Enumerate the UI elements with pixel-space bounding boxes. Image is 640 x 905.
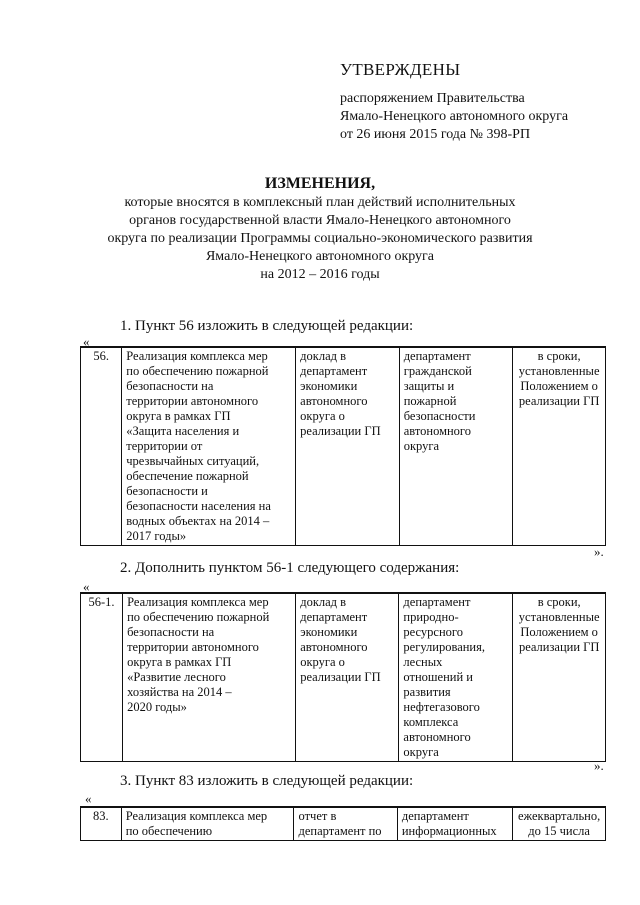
cell-line: Положением о — [520, 625, 598, 639]
cell-line: безопасности на — [127, 625, 215, 639]
close-quote: ». — [594, 544, 604, 559]
cell-line: экономики — [300, 379, 358, 393]
table-row — [81, 593, 606, 762]
document-subtitle — [0, 194, 640, 284]
measure-cell — [123, 593, 296, 762]
cell-line: округа — [403, 745, 439, 759]
cell-line: гражданской — [403, 364, 472, 378]
open-quote: « — [83, 579, 90, 594]
cell-line: округа в рамках ГП — [126, 409, 231, 423]
cell-line: «Защита населения и — [126, 424, 240, 438]
cell-line: ресурсного — [403, 625, 463, 639]
cell-line: по обеспечению пожарной — [127, 610, 270, 624]
cell-line: департамент по — [298, 824, 382, 838]
cell-line: доклад в — [300, 349, 347, 363]
cell-line: в сроки, — [537, 595, 581, 609]
row-number: 56. — [81, 347, 122, 546]
cell-line: автономного — [403, 730, 471, 744]
cell-line: пожарной — [403, 394, 457, 408]
report-cell — [296, 347, 400, 546]
cell-line: лесных — [403, 655, 443, 669]
open-quote: « — [83, 334, 90, 349]
cell-line: обеспечение пожарной — [126, 469, 249, 483]
cell-line: регулирования, — [403, 640, 485, 654]
plan-table — [80, 346, 606, 546]
report-cell — [294, 807, 397, 841]
cell-line: 2020 годы» — [127, 700, 187, 714]
open-quote: « — [85, 791, 92, 806]
cell-line: экономики — [300, 625, 358, 639]
cell-line: департамент — [300, 364, 368, 378]
cell-line: безопасности на — [126, 379, 214, 393]
report-cell — [296, 593, 399, 762]
subtitle-line: округа по реализации Программы социально-экономического развития — [107, 231, 533, 246]
cell-line: ежеквартально, — [517, 809, 601, 823]
cell-line: «Развитие лесного — [127, 670, 226, 684]
measure-cell — [122, 347, 296, 546]
cell-line: защиты и — [403, 379, 455, 393]
cell-line: департамент — [403, 349, 471, 363]
cell-line: реализации ГП — [300, 424, 381, 438]
approved-heading: УТВЕРЖДЕНЫ — [340, 60, 461, 79]
row-number: 83. — [81, 807, 122, 841]
subtitle-line: Ямало-Ненецкого автономного округа — [205, 249, 435, 264]
section-heading: 3. Пункт 83 изложить в следующей редакции: — [120, 773, 414, 789]
row-number: 56-1. — [81, 593, 123, 762]
cell-line: по обеспечению — [125, 824, 213, 838]
cell-line: Реализация комплекса мер — [125, 809, 268, 823]
cell-line: до 15 числа — [528, 824, 590, 838]
subtitle-line: на 2012 – 2016 годы — [260, 267, 380, 282]
cell-line: Реализация комплекса мер — [126, 349, 268, 363]
approval-line: Ямало-Ненецкого автономного округа — [340, 109, 569, 124]
close-quote: ». — [594, 758, 604, 773]
cell-line: природно- — [403, 610, 459, 624]
responsible-cell — [397, 807, 512, 841]
cell-line: автономного — [300, 640, 368, 654]
cell-line: округа о — [300, 655, 345, 669]
cell-line: водных объектах на 2014 – — [126, 514, 270, 528]
cell-line: автономного — [300, 394, 368, 408]
plan-table — [80, 806, 606, 841]
cell-line: установленные — [518, 610, 600, 624]
subtitle-line: органов государственной власти Ямало-Ненецкого автономного — [129, 213, 511, 228]
cell-line: Положением о — [520, 379, 598, 393]
cell-line: информационных — [401, 824, 497, 838]
cell-line: комплекса — [403, 715, 459, 729]
cell-line: безопасности и — [126, 484, 208, 498]
cell-line: нефтегазового — [403, 700, 480, 714]
deadline-cell — [513, 807, 606, 841]
cell-line: реализации ГП — [518, 640, 600, 654]
cell-line: доклад в — [300, 595, 347, 609]
cell-line: реализации ГП — [300, 670, 381, 684]
cell-line: 2017 годы» — [126, 529, 187, 543]
approval-line: распоряжением Правительства — [340, 91, 525, 106]
subtitle-line: которые вносятся в комплексный план действий исполнительных — [124, 195, 516, 210]
cell-line: отчет в — [298, 809, 337, 823]
cell-line: установленные — [518, 364, 600, 378]
cell-line: округа о — [300, 409, 345, 423]
cell-line: территории автономного — [127, 640, 259, 654]
cell-line: по обеспечению пожарной — [126, 364, 269, 378]
cell-line: реализации ГП — [518, 394, 600, 408]
cell-line: в сроки, — [537, 349, 581, 363]
approval-line: от 26 июня 2015 года № 398-РП — [340, 127, 531, 142]
deadline-cell — [513, 593, 606, 762]
table-row — [81, 807, 606, 841]
document-title: ИЗМЕНЕНИЯ, — [264, 175, 376, 192]
cell-line: безопасности населения на — [126, 499, 271, 513]
cell-line: хозяйства на 2014 – — [127, 685, 232, 699]
cell-line: территории автономного — [126, 394, 259, 408]
deadline-cell — [513, 347, 606, 546]
cell-line: чрезвычайных ситуаций, — [126, 454, 260, 468]
cell-line: отношений и — [403, 670, 473, 684]
responsible-cell — [399, 593, 513, 762]
cell-line: департамент — [403, 595, 471, 609]
section-heading: 1. Пункт 56 изложить в следующей редакции: — [120, 318, 414, 334]
cell-line: автономного — [403, 424, 471, 438]
responsible-cell — [399, 347, 513, 546]
plan-table — [80, 592, 606, 762]
cell-line: территории от — [126, 439, 203, 453]
table-row — [81, 347, 606, 546]
cell-line: безопасности — [403, 409, 476, 423]
cell-line: департамент — [300, 610, 368, 624]
cell-line: округа в рамках ГП — [127, 655, 232, 669]
cell-line: округа — [403, 439, 440, 453]
section-heading: 2. Дополнить пунктом 56-1 следующего содержания: — [120, 560, 460, 576]
cell-line: развития — [403, 685, 451, 699]
cell-line: Реализация комплекса мер — [127, 595, 269, 609]
cell-line: департамент — [401, 809, 469, 823]
measure-cell — [121, 807, 294, 841]
